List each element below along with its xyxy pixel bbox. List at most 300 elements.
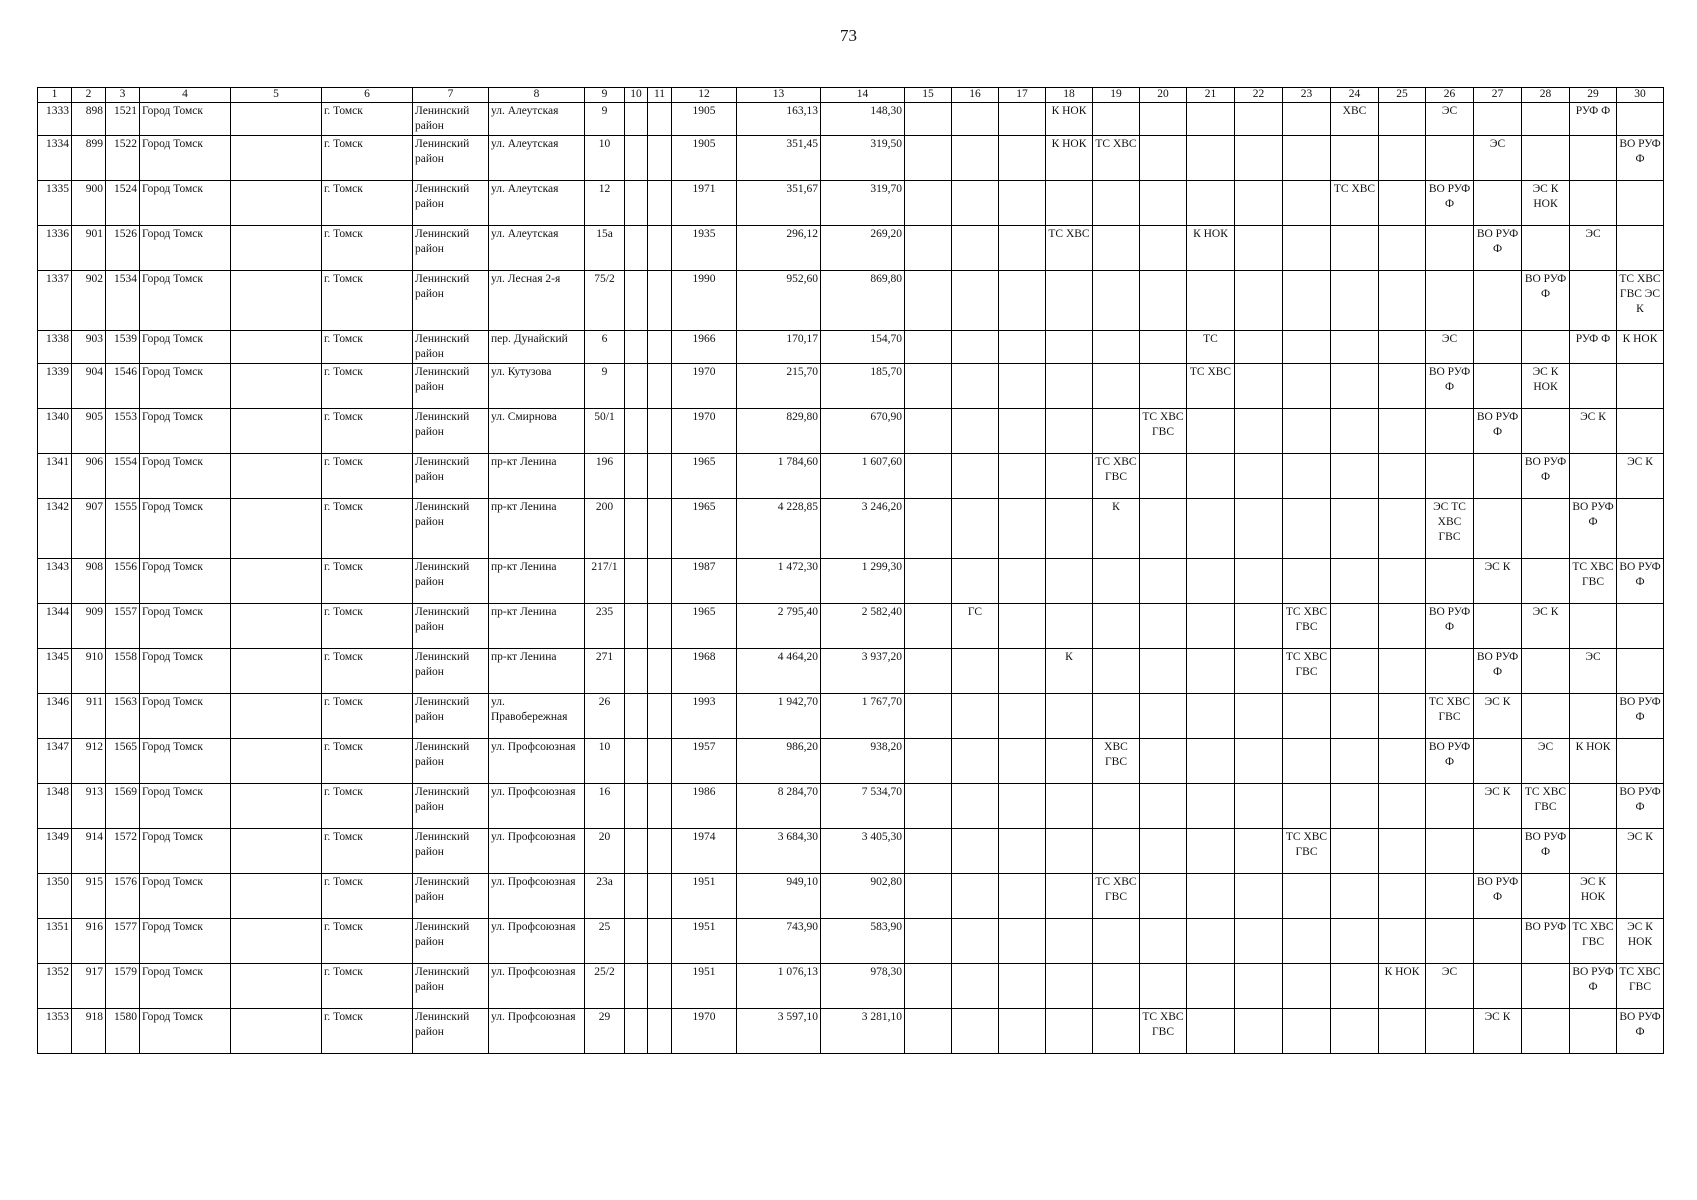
table-cell: ВО РУФ Ф — [1426, 364, 1474, 409]
table-cell — [1379, 364, 1426, 409]
table-cell: 3 281,10 — [821, 1009, 905, 1054]
table-cell — [1140, 694, 1187, 739]
table-cell — [1187, 136, 1235, 181]
table-cell: 1 942,70 — [737, 694, 821, 739]
column-header: 27 — [1474, 88, 1522, 103]
table-cell — [1379, 409, 1426, 454]
table-cell — [1140, 136, 1187, 181]
table-cell: 1935 — [672, 226, 737, 271]
table-cell: ЭС К НОК — [1617, 919, 1664, 964]
table-cell: 217/1 — [585, 559, 625, 604]
table-cell — [1379, 604, 1426, 649]
table-cell — [231, 649, 322, 694]
table-cell: ТС ХВС ГВС — [1093, 874, 1140, 919]
table-cell — [1283, 181, 1331, 226]
table-cell — [1283, 919, 1331, 964]
table-cell — [1379, 559, 1426, 604]
table-cell: 913 — [72, 784, 106, 829]
table-cell — [1283, 454, 1331, 499]
table-cell — [1093, 1009, 1140, 1054]
table-cell — [1187, 271, 1235, 331]
table-cell: 1 784,60 — [737, 454, 821, 499]
table-cell: 351,67 — [737, 181, 821, 226]
table-cell — [1140, 604, 1187, 649]
table-cell: Город Томск — [140, 694, 231, 739]
table-cell — [1235, 136, 1283, 181]
table-cell: 898 — [72, 103, 106, 136]
table-cell: г. Томск — [322, 784, 413, 829]
table-cell — [905, 499, 952, 559]
column-header: 10 — [625, 88, 648, 103]
table-cell — [1474, 604, 1522, 649]
table-cell: 1352 — [38, 964, 72, 1009]
table-cell — [625, 694, 648, 739]
table-cell: Ленинский район — [413, 364, 489, 409]
table-cell: ЭС К — [1570, 409, 1617, 454]
column-header: 12 — [672, 88, 737, 103]
table-row — [38, 874, 1664, 919]
table-cell: Ленинский район — [413, 739, 489, 784]
table-cell: ТС ХВС ГВС — [1426, 694, 1474, 739]
table-cell: 163,13 — [737, 103, 821, 136]
table-cell — [952, 136, 999, 181]
table-cell: 1974 — [672, 829, 737, 874]
table-cell — [1379, 181, 1426, 226]
table-cell: ТС ХВС ГВС ЭС К — [1617, 271, 1664, 331]
table-cell: 1556 — [106, 559, 140, 604]
table-cell: ЭС К — [1617, 454, 1664, 499]
table-cell — [999, 136, 1046, 181]
table-cell: 296,12 — [737, 226, 821, 271]
table-cell — [905, 409, 952, 454]
table-cell — [1522, 136, 1570, 181]
table-cell: г. Томск — [322, 919, 413, 964]
table-cell — [999, 364, 1046, 409]
table-cell — [905, 331, 952, 364]
table-cell: ЭС — [1474, 136, 1522, 181]
column-header: 6 — [322, 88, 413, 103]
table-cell: Город Томск — [140, 874, 231, 919]
table-cell: 319,50 — [821, 136, 905, 181]
table-cell — [1331, 136, 1379, 181]
table-cell — [1617, 499, 1664, 559]
table-cell — [1046, 1009, 1093, 1054]
table-row — [38, 331, 1664, 364]
table-row — [38, 226, 1664, 271]
table-cell — [231, 271, 322, 331]
table-cell: г. Томск — [322, 499, 413, 559]
table-cell — [1331, 784, 1379, 829]
table-cell: 1342 — [38, 499, 72, 559]
table-cell — [1140, 964, 1187, 1009]
table-cell: 7 534,70 — [821, 784, 905, 829]
table-cell: Город Томск — [140, 499, 231, 559]
column-number-row — [38, 88, 1664, 103]
table-cell: 319,70 — [821, 181, 905, 226]
table-cell — [952, 649, 999, 694]
table-cell — [1617, 181, 1664, 226]
table-cell: 215,70 — [737, 364, 821, 409]
table-cell: Ленинский район — [413, 874, 489, 919]
table-cell — [1331, 499, 1379, 559]
table-cell: Ленинский район — [413, 559, 489, 604]
table-cell — [648, 559, 672, 604]
table-cell — [952, 364, 999, 409]
table-cell — [1046, 604, 1093, 649]
table-cell — [1187, 919, 1235, 964]
table-cell — [1331, 1009, 1379, 1054]
column-header: 7 — [413, 88, 489, 103]
table-cell — [1235, 409, 1283, 454]
table-cell — [905, 784, 952, 829]
table-cell — [625, 499, 648, 559]
table-cell: 908 — [72, 559, 106, 604]
table-cell — [1379, 271, 1426, 331]
table-cell — [905, 364, 952, 409]
table-cell — [1187, 829, 1235, 874]
table-cell — [1570, 454, 1617, 499]
table-cell: ЭС К — [1617, 829, 1664, 874]
table-cell: Ленинский район — [413, 964, 489, 1009]
table-cell — [1235, 226, 1283, 271]
table-cell: 185,70 — [821, 364, 905, 409]
column-header: 28 — [1522, 88, 1570, 103]
table-cell — [625, 181, 648, 226]
table-cell — [1093, 226, 1140, 271]
table-cell — [1426, 829, 1474, 874]
table-cell — [625, 784, 648, 829]
table-cell — [1331, 226, 1379, 271]
table-cell: ТС ХВС ГВС — [1140, 1009, 1187, 1054]
table-cell: г. Томск — [322, 136, 413, 181]
table-row — [38, 409, 1664, 454]
table-cell — [1426, 784, 1474, 829]
table-cell: 1951 — [672, 919, 737, 964]
table-cell: ЭС К НОК — [1522, 181, 1570, 226]
table-cell: 904 — [72, 364, 106, 409]
table-cell — [1474, 364, 1522, 409]
table-cell: ул. Профсоюзная — [489, 1009, 585, 1054]
table-cell: пр-кт Ленина — [489, 454, 585, 499]
column-header: 3 — [106, 88, 140, 103]
table-cell — [999, 694, 1046, 739]
column-header: 29 — [1570, 88, 1617, 103]
table-cell — [1379, 103, 1426, 136]
table-cell: Ленинский район — [413, 694, 489, 739]
table-cell: 12 — [585, 181, 625, 226]
table-cell — [1283, 103, 1331, 136]
table-cell — [952, 226, 999, 271]
table-cell: 1 607,60 — [821, 454, 905, 499]
table-cell — [1570, 271, 1617, 331]
table-cell: г. Томск — [322, 226, 413, 271]
table-cell: 1555 — [106, 499, 140, 559]
table-cell — [999, 499, 1046, 559]
table-cell — [625, 271, 648, 331]
table-cell — [1570, 1009, 1617, 1054]
table-cell: 583,90 — [821, 919, 905, 964]
table-cell: пер. Дунайский — [489, 331, 585, 364]
table-cell — [952, 331, 999, 364]
table-cell: 918 — [72, 1009, 106, 1054]
table-cell — [231, 103, 322, 136]
table-cell: 2 582,40 — [821, 604, 905, 649]
table-cell: Город Томск — [140, 829, 231, 874]
table-cell — [1235, 649, 1283, 694]
table-cell: 1340 — [38, 409, 72, 454]
column-header: 22 — [1235, 88, 1283, 103]
table-cell — [999, 604, 1046, 649]
table-cell — [1140, 559, 1187, 604]
table-cell: г. Томск — [322, 271, 413, 331]
table-cell — [648, 649, 672, 694]
table-cell: Ленинский район — [413, 604, 489, 649]
table-cell — [625, 331, 648, 364]
table-cell: 1343 — [38, 559, 72, 604]
table-cell — [1235, 919, 1283, 964]
table-cell: Ленинский район — [413, 181, 489, 226]
table-cell — [1140, 499, 1187, 559]
table-cell: ул. Профсоюзная — [489, 874, 585, 919]
column-header: 14 — [821, 88, 905, 103]
table-cell: ГС — [952, 604, 999, 649]
table-cell — [1140, 271, 1187, 331]
table-cell — [231, 409, 322, 454]
table-row — [38, 694, 1664, 739]
table-cell — [999, 919, 1046, 964]
table-cell: г. Томск — [322, 559, 413, 604]
table-row — [38, 649, 1664, 694]
table-cell — [1426, 454, 1474, 499]
table-cell: 1572 — [106, 829, 140, 874]
table-cell: 1990 — [672, 271, 737, 331]
table-cell: 271 — [585, 649, 625, 694]
table-cell: г. Томск — [322, 1009, 413, 1054]
table-cell: 1333 — [38, 103, 72, 136]
table-cell — [1140, 874, 1187, 919]
table-cell — [1093, 559, 1140, 604]
table-cell: 1565 — [106, 739, 140, 784]
table-cell — [1046, 694, 1093, 739]
table-cell: 29 — [585, 1009, 625, 1054]
table-cell — [231, 1009, 322, 1054]
column-header: 4 — [140, 88, 231, 103]
table-cell — [625, 874, 648, 919]
table-cell — [1046, 829, 1093, 874]
table-cell: 909 — [72, 604, 106, 649]
table-cell: 1349 — [38, 829, 72, 874]
table-cell — [1474, 181, 1522, 226]
table-cell — [1474, 499, 1522, 559]
table-cell: 1522 — [106, 136, 140, 181]
table-cell — [1474, 331, 1522, 364]
table-cell: 1553 — [106, 409, 140, 454]
column-header: 16 — [952, 88, 999, 103]
table-cell — [1379, 784, 1426, 829]
column-header: 25 — [1379, 88, 1426, 103]
table-cell: 952,60 — [737, 271, 821, 331]
table-row — [38, 739, 1664, 784]
table-cell: 1344 — [38, 604, 72, 649]
table-cell — [952, 829, 999, 874]
table-cell: 900 — [72, 181, 106, 226]
table-cell — [1283, 226, 1331, 271]
table-cell — [999, 829, 1046, 874]
table-cell: г. Томск — [322, 454, 413, 499]
table-cell: ул. Алеутская — [489, 226, 585, 271]
table-cell — [625, 829, 648, 874]
table-cell — [1140, 226, 1187, 271]
table-cell — [1331, 649, 1379, 694]
column-header: 2 — [72, 88, 106, 103]
table-cell — [905, 454, 952, 499]
table-cell — [999, 874, 1046, 919]
table-cell: Город Томск — [140, 136, 231, 181]
table-cell: ВО РУФ Ф — [1522, 829, 1570, 874]
table-cell — [1235, 364, 1283, 409]
table-cell — [648, 136, 672, 181]
table-cell: г. Томск — [322, 829, 413, 874]
table-cell — [1046, 181, 1093, 226]
table-cell: К — [1093, 499, 1140, 559]
table-cell — [231, 694, 322, 739]
table-cell — [231, 829, 322, 874]
page-number: 73 — [840, 26, 857, 45]
table-cell: 1 767,70 — [821, 694, 905, 739]
column-header: 9 — [585, 88, 625, 103]
table-cell: 50/1 — [585, 409, 625, 454]
table-cell: г. Томск — [322, 964, 413, 1009]
table-cell: ул. Правобережная — [489, 694, 585, 739]
table-cell: К НОК — [1617, 331, 1664, 364]
table-cell — [999, 331, 1046, 364]
table-cell — [1140, 649, 1187, 694]
table-cell: Город Томск — [140, 226, 231, 271]
table-cell — [231, 739, 322, 784]
table-cell — [1046, 739, 1093, 784]
table-cell — [1140, 103, 1187, 136]
table-cell: 4 228,85 — [737, 499, 821, 559]
table-cell — [648, 409, 672, 454]
table-cell — [1093, 829, 1140, 874]
table-cell — [952, 1009, 999, 1054]
table-cell: 269,20 — [821, 226, 905, 271]
table-cell: г. Томск — [322, 364, 413, 409]
table-cell — [1570, 136, 1617, 181]
table-cell: ЭС ТС ХВС ГВС — [1426, 499, 1474, 559]
table-cell: 2 795,40 — [737, 604, 821, 649]
table-cell — [1235, 103, 1283, 136]
table-cell — [1331, 604, 1379, 649]
table-cell — [1617, 103, 1664, 136]
table-cell: 1965 — [672, 604, 737, 649]
column-header: 1 — [38, 88, 72, 103]
table-cell — [905, 103, 952, 136]
table-cell — [905, 964, 952, 1009]
table-cell: ТС ХВС ГВС — [1283, 649, 1331, 694]
table-row — [38, 919, 1664, 964]
table-cell: 9 — [585, 103, 625, 136]
column-header: 17 — [999, 88, 1046, 103]
table-cell: К НОК — [1046, 136, 1093, 181]
table-cell: 4 464,20 — [737, 649, 821, 694]
table-cell — [1093, 919, 1140, 964]
table-cell — [1617, 364, 1664, 409]
table-cell — [1426, 226, 1474, 271]
table-cell — [1379, 226, 1426, 271]
table-cell: Город Томск — [140, 271, 231, 331]
table-cell — [1331, 409, 1379, 454]
table-cell — [625, 226, 648, 271]
table-cell: г. Томск — [322, 604, 413, 649]
table-cell: 1970 — [672, 409, 737, 454]
column-header: 26 — [1426, 88, 1474, 103]
table-cell — [1140, 919, 1187, 964]
table-cell — [1379, 919, 1426, 964]
table-cell: Город Томск — [140, 739, 231, 784]
table-cell: ТС — [1187, 331, 1235, 364]
table-cell: 670,90 — [821, 409, 905, 454]
table-cell: ул. Профсоюзная — [489, 829, 585, 874]
column-header: 21 — [1187, 88, 1235, 103]
table-cell — [905, 829, 952, 874]
table-cell: 917 — [72, 964, 106, 1009]
table-cell — [999, 964, 1046, 1009]
table-cell: 20 — [585, 829, 625, 874]
table-cell: Город Томск — [140, 103, 231, 136]
table-cell: Ленинский район — [413, 784, 489, 829]
table-cell: Ленинский район — [413, 649, 489, 694]
table-cell — [1474, 829, 1522, 874]
table-cell — [648, 103, 672, 136]
table-cell — [999, 454, 1046, 499]
table-cell: Ленинский район — [413, 136, 489, 181]
table-cell — [231, 964, 322, 1009]
table-cell: 1341 — [38, 454, 72, 499]
table-cell: Ленинский район — [413, 499, 489, 559]
table-cell: 1951 — [672, 964, 737, 1009]
table-cell — [1046, 964, 1093, 1009]
table-cell — [648, 364, 672, 409]
column-header: 18 — [1046, 88, 1093, 103]
table-row — [38, 964, 1664, 1009]
table-cell — [1187, 181, 1235, 226]
table-cell: 1563 — [106, 694, 140, 739]
table-cell — [231, 181, 322, 226]
table-cell: Ленинский район — [413, 271, 489, 331]
table-cell: ТС ХВС ГВС — [1617, 964, 1664, 1009]
table-cell — [1379, 331, 1426, 364]
table-cell — [1522, 559, 1570, 604]
table-cell — [1187, 694, 1235, 739]
table-cell: 1338 — [38, 331, 72, 364]
table-cell: 200 — [585, 499, 625, 559]
table-cell — [1235, 829, 1283, 874]
table-cell: ул. Алеутская — [489, 181, 585, 226]
table-cell — [999, 103, 1046, 136]
table-cell: 3 684,30 — [737, 829, 821, 874]
table-cell: 978,30 — [821, 964, 905, 1009]
table-cell — [625, 604, 648, 649]
table-cell — [1331, 331, 1379, 364]
table-cell: 1577 — [106, 919, 140, 964]
table-cell — [952, 964, 999, 1009]
table-cell — [1522, 499, 1570, 559]
table-cell — [1570, 694, 1617, 739]
table-cell — [231, 331, 322, 364]
table-cell: 25/2 — [585, 964, 625, 1009]
table-cell: 1579 — [106, 964, 140, 1009]
